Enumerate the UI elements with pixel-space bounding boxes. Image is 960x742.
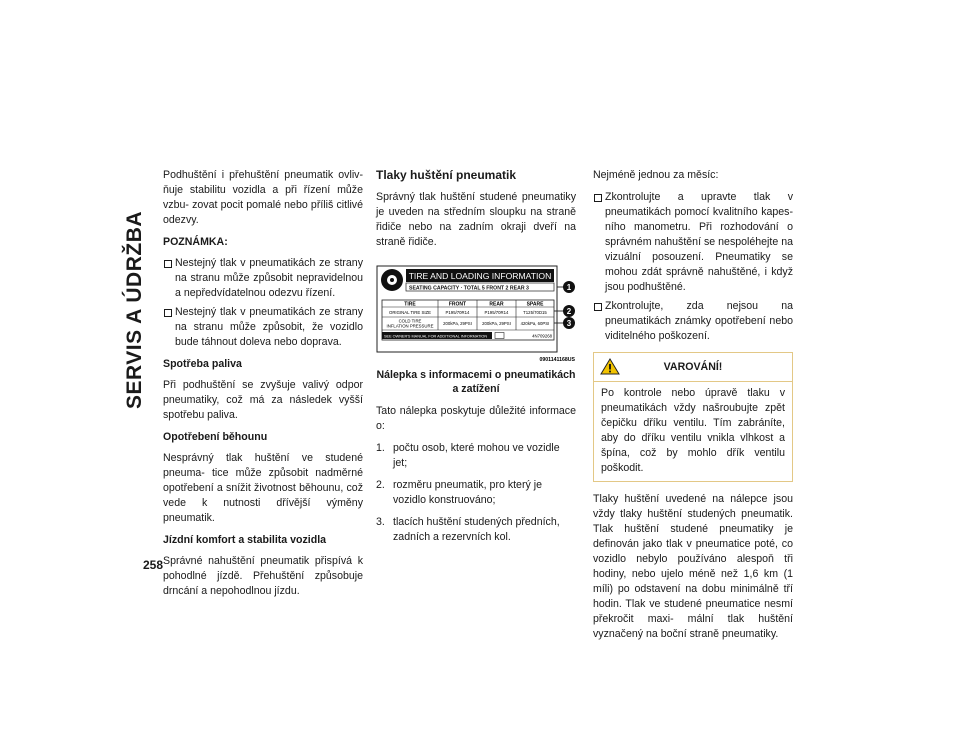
warning-title: VAROVÁNÍ! bbox=[663, 361, 723, 373]
info-list bbox=[376, 441, 576, 545]
callout-3-label: 3 bbox=[566, 319, 572, 328]
list-item bbox=[376, 515, 576, 545]
list-item: Zkontrolujte, zda nejsou na pneumatikách známky opotřebení nebo viditelného poškození. bbox=[593, 299, 793, 344]
tire-pressure-intro: Správný tlak huštění studené pneumatiky je uveden na středním sloupku na straně řidiče nebo na zadním okraji dveří na straně řidiče. bbox=[376, 191, 576, 248]
callout-1-label: 1 bbox=[566, 283, 572, 292]
wear-paragraph: Nesprávný tlak huštění ve studené pneuma- tice může způsobit nadměrné opotřebení a snížit životnost běhounu, což vede k nutnosti dřívější výměny pneumatik. bbox=[163, 452, 363, 524]
comfort-paragraph: Správné nahuštění pneumatik přispívá k pohodlné jízdě. Přehuštění způsobuje drncání a nepohodlnou jízdu. bbox=[163, 555, 363, 597]
note-heading: POZNÁMKA: bbox=[163, 236, 228, 248]
label-footer: SEE OWNER'S MANUAL FOR ADDITIONAL INFORMATION bbox=[384, 334, 488, 339]
section-title-text: SERVIS A ÚDRŽBA bbox=[123, 210, 146, 410]
comfort-heading: Jízdní komfort a stabilita vozidla bbox=[163, 534, 327, 546]
row2-label-a: COLD TIRE bbox=[398, 318, 422, 324]
note-list bbox=[163, 256, 363, 350]
row2-spare: 420kPa, 60PSI bbox=[520, 321, 550, 326]
tire-label-graphic bbox=[376, 260, 576, 364]
column-2 bbox=[376, 168, 576, 552]
col-tire: TIRE bbox=[404, 301, 416, 308]
callout-2-label: 2 bbox=[566, 307, 572, 316]
warning-header bbox=[594, 353, 792, 382]
column-3 bbox=[593, 168, 793, 649]
figure-caption: Nálepka s informacemi o pneumatikách a zatížení bbox=[376, 369, 576, 395]
monthly-lead: Nejméně jednou za měsíc: bbox=[593, 169, 719, 181]
list-item bbox=[376, 441, 576, 471]
col-rear: REAR bbox=[489, 301, 504, 308]
row1-label: ORIGINAL TIRE SIZE bbox=[388, 310, 432, 315]
label-title: TIRE AND LOADING INFORMATION bbox=[408, 271, 552, 281]
tire-icon bbox=[381, 269, 403, 291]
warning-box bbox=[593, 352, 793, 482]
row2-rear: 200kPa, 29PSI bbox=[482, 321, 511, 326]
wear-heading: Opotřebení běhounu bbox=[163, 431, 268, 443]
item-number: 3. bbox=[376, 516, 385, 528]
row1-spare: T125/70D15 bbox=[523, 310, 547, 315]
intro-paragraph: Podhuštění i přehuštění pneumatik ovliv- ňuje stabilitu vozidla a při řízení může vzbu- zovat pocit pomalé nebo příliš citlivé odezvy. bbox=[163, 169, 363, 226]
col-spare: SPARE bbox=[526, 301, 544, 308]
tire-label-figure bbox=[376, 260, 576, 364]
row2-label-b: INFLATION PRESSURE bbox=[386, 323, 434, 329]
page-number: 258 bbox=[143, 558, 164, 572]
item-text: počtu osob, které mohou ve vozidle jet; bbox=[393, 442, 560, 469]
warning-text: Po kontrole nebo úpravě tlaku v pneumatikách vždy našroubujte zpět čepičku dříku ventilu. Tím zabráníte, aby do dříku ventilu vnikla vlhkost a špína, což by mohlo dřík ventilu poškodit. bbox=[601, 387, 785, 474]
list-item bbox=[376, 478, 576, 508]
list-item: Nestejný tlak v pneumatikách ze strany na stranu může způsobit, že vozidlo bude táhnout doleva nebo doprava. bbox=[163, 305, 363, 350]
row2-front: 200kPa, 29PSI bbox=[443, 321, 472, 326]
row1-rear: P195/70R14 bbox=[484, 310, 509, 315]
label-lead: Tato nálepka poskytuje důležité informace o: bbox=[376, 405, 576, 432]
part-number: 4N709268 bbox=[532, 333, 552, 339]
column-1 bbox=[163, 168, 363, 606]
item-number: 2. bbox=[376, 479, 385, 491]
closing-paragraph: Tlaky huštění uvedené na nálepce jsou vždy tlaky huštění studených pneumatik. Tlak huštění studené pneumatiky je definován jako tlak v pneumatice poté, co vozidlo nebylo používáno alespoň tři hodiny, nebo ujelo méně než 1,6 km (1 míli) po odstavení na dobu minimálně tří hodin. Tlak ve studené pneumatice nesmí překročit maxi- mální tlak huštění vyznačený na boční straně pneumatiky. bbox=[593, 493, 793, 640]
list-item: Nestejný tlak v pneumatikách ze strany na stranu může způsobit nepravidelnou a nepředvídatelnou odezvu řízení. bbox=[163, 256, 363, 301]
item-number: 1. bbox=[376, 442, 385, 454]
col-front: FRONT bbox=[448, 301, 467, 308]
fuel-paragraph: Při podhuštění se zvyšuje valivý odpor pneumatiky, což má za následek vyšší spotřebu paliva. bbox=[163, 379, 363, 421]
list-item: Zkontrolujte a upravte tlak v pneumatikách pomocí kvalitního kapes- ního manometru. Při rozhodování o správném nahuštění se nespoléhejte na vizuální posouzení. Pneumatiky se mohou zdát správně nahuštěné, i když jsou podhuštěné. bbox=[593, 190, 793, 295]
image-code: 0901141168US bbox=[539, 357, 575, 363]
item-text: tlacích huštění studených předních, zadních a rezervních kol. bbox=[393, 516, 560, 543]
monthly-list bbox=[593, 190, 793, 344]
fuel-heading: Spotřeba paliva bbox=[163, 358, 242, 370]
section-sidebar-title bbox=[113, 165, 157, 455]
tire-pressure-heading: Tlaky huštění pneumatik bbox=[376, 168, 517, 182]
seating-capacity-row: SEATING CAPACITY · TOTAL 5 FRONT 2 REAR 3 bbox=[409, 285, 529, 292]
row1-front: P195/70R14 bbox=[445, 310, 470, 315]
item-text: rozměru pneumatik, pro který je vozidlo konstruováno; bbox=[393, 479, 542, 506]
